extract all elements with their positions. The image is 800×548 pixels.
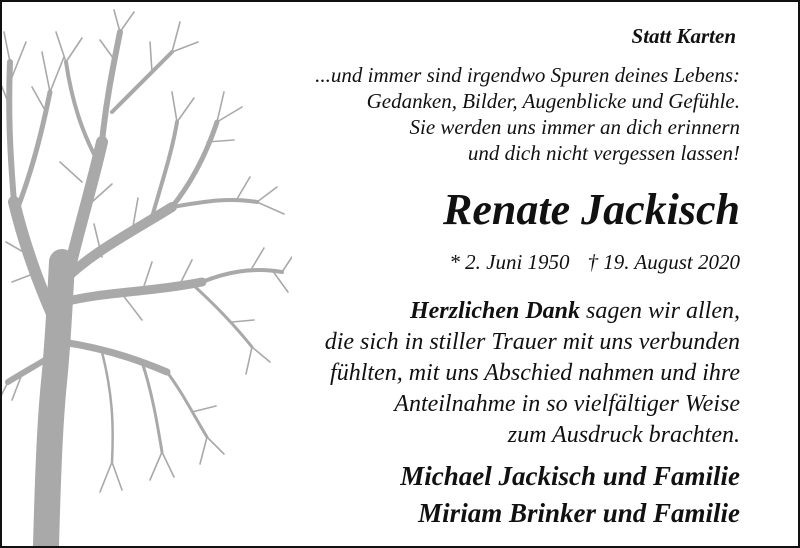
signer-line: Miriam Brinker und Familie	[418, 498, 740, 528]
poem-line: ...und immer sind irgendwo Spuren deines Lebens:	[315, 63, 740, 87]
thanks-first-line	[325, 296, 740, 327]
poem	[315, 62, 740, 166]
deceased-name: Renate Jackisch	[443, 185, 740, 234]
thanks-line: zum Ausdruck brachten.	[507, 422, 740, 448]
poem-line: Sie werden uns immer an dich erinnern	[409, 115, 740, 139]
signer-line: Michael Jackisch und Familie	[400, 461, 740, 491]
poem-line: Gedanken, Bilder, Augenblicke und Gefühle.	[366, 89, 740, 113]
statt-karten-heading: Statt Karten	[631, 24, 736, 48]
birth-date: * 2. Juni 1950	[449, 250, 570, 274]
thanks-line: Anteilnahme in so vielfältiger Weise	[394, 391, 740, 417]
thanks-emphasis: Herzlichen Dank	[409, 298, 580, 324]
thanks-line: fühlten, mit uns Abschied nahmen und ihre	[330, 360, 740, 386]
thanks-line: die sich in stiller Trauer mit uns verbunden	[324, 329, 740, 355]
signers	[400, 458, 740, 532]
death-date: † 19. August 2020	[587, 250, 740, 274]
life-dates	[449, 250, 740, 275]
poem-line: und dich nicht vergessen lassen!	[467, 141, 740, 165]
thanks-message	[325, 296, 740, 451]
thanks-first-line-rest: sagen wir allen,	[580, 298, 740, 324]
tree-silhouette-illustration	[2, 2, 292, 546]
